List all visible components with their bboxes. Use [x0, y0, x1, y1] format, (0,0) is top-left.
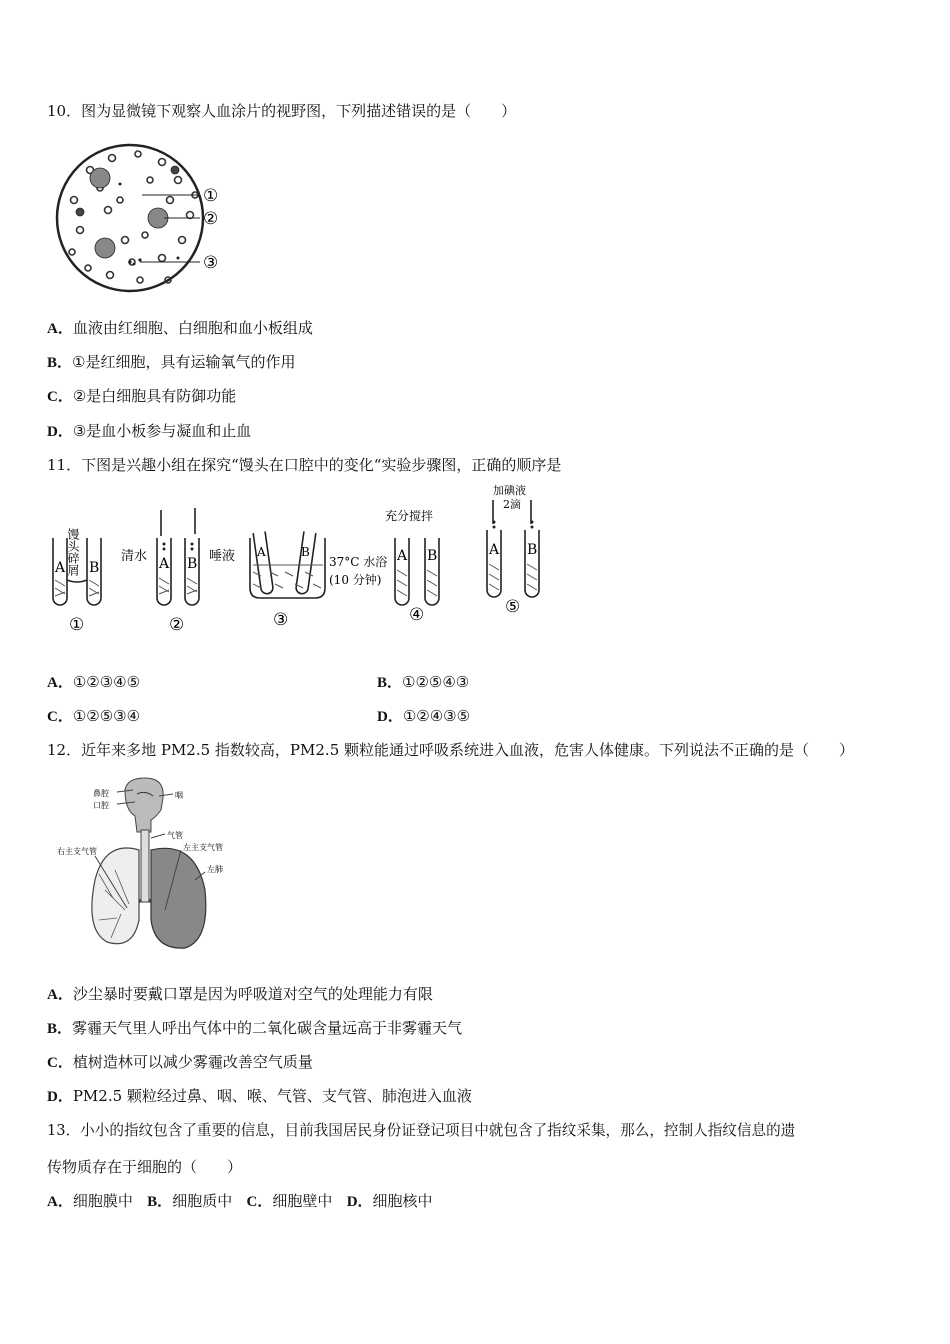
trachea-label: 气管 — [167, 831, 183, 840]
q11-option-c: C．①②⑤③④ — [47, 707, 141, 725]
q10-stem: 10．图为显微镜下观察人血涂片的视野图，下列描述错误的是（ ） — [47, 102, 517, 120]
q12-stem: 12．近年来多地 PM2.5 指数较高，PM2.5 颗粒能通过呼吸系统进入血液，危害人体健康。下列说法不正确的是（ ） — [47, 741, 855, 759]
bath-label-1: 37°C 水浴 — [329, 555, 388, 569]
nasal-label: 鼻腔 — [93, 789, 109, 798]
tube-a-5: A — [489, 542, 500, 558]
q12-option-a: A．沙尘暴时要戴口罩是因为呼吸道对空气的处理能力有限 — [47, 985, 433, 1003]
tube-a-2: A — [159, 556, 170, 572]
label-1: ① — [203, 186, 219, 206]
tube-b-3: B — [301, 545, 310, 559]
q13-stem-line1: 13．小小的指纹包含了重要的信息，目前我国居民身份证登记项目中就包含了指纹采集，那么，控制人指纹信息的遗 — [47, 1122, 796, 1139]
step-4-number: ④ — [409, 605, 425, 625]
pharynx-label: 咽 — [175, 791, 183, 800]
tube-b-1: B — [89, 560, 100, 576]
q13-options: A．细胞膜中 B．细胞质中 C．细胞壁中 D．细胞核中 — [47, 1192, 433, 1210]
q13-stem-line2: 传物质存在于细胞的（ ） — [47, 1158, 243, 1176]
water-label: 清水 — [121, 549, 148, 564]
q11-option-d: D．①②④③⑤ — [377, 707, 471, 725]
tube-a-3: A — [257, 545, 266, 559]
iodine-label-1: 加碘液 — [493, 484, 526, 497]
q10-option-b: B．①是红细胞，具有运输氧气的作用 — [47, 353, 296, 371]
q11-stem: 11．下图是兴趣小组在探究“馒头在口腔中的变化“实验步骤图，正确的顺序是 — [47, 456, 562, 474]
tube-a-4: A — [397, 548, 408, 564]
respiratory-system-figure — [55, 770, 265, 955]
q12-option-b: B．雾霾天气里人呼出气体中的二氧化碳含量远高于非雾霾天气 — [47, 1019, 463, 1037]
right-bronchus-label: 右主支气管 — [57, 847, 97, 856]
step-2-number: ② — [169, 615, 185, 635]
tube-b-2: B — [187, 556, 198, 572]
step1-label: 馒头碎屑 — [66, 528, 80, 576]
tube-a-1: A — [55, 560, 66, 576]
q12-option-c: C．植树造林可以减少雾霾改善空气质量 — [47, 1053, 313, 1071]
tube-b-5: B — [527, 542, 538, 558]
q11-option-b: B．①②⑤④③ — [377, 673, 470, 691]
q11-option-a: A．①②③④⑤ — [47, 673, 141, 691]
left-lung-label: 左肺 — [207, 865, 223, 874]
experiment-steps-figure — [45, 480, 565, 640]
stir-label: 充分搅拌 — [385, 509, 434, 523]
saliva-label: 唾液 — [209, 549, 236, 564]
tube-b-4: B — [427, 548, 438, 564]
step-1-number: ① — [69, 615, 85, 635]
label-3: ③ — [203, 253, 219, 273]
mouth-label: 口腔 — [93, 801, 109, 810]
step-5-number: ⑤ — [505, 597, 521, 617]
bath-label-2: (10 分钟) — [329, 573, 382, 587]
q10-option-c: C．②是白细胞具有防御功能 — [47, 387, 237, 405]
left-bronchus-label: 左主支气管 — [183, 843, 223, 852]
label-2: ② — [203, 209, 219, 229]
q10-option-a: A．血液由红细胞、白细胞和血小板组成 — [47, 319, 313, 337]
q10-option-d: D．③是血小板参与凝血和止血 — [47, 422, 252, 440]
blood-smear-figure — [50, 140, 240, 300]
q12-option-d: D．PM2.5 颗粒经过鼻、咽、喉、气管、支气管、肺泡进入血液 — [47, 1087, 472, 1105]
iodine-label-2: 2滴 — [503, 498, 521, 511]
step-3-number: ③ — [273, 610, 289, 630]
